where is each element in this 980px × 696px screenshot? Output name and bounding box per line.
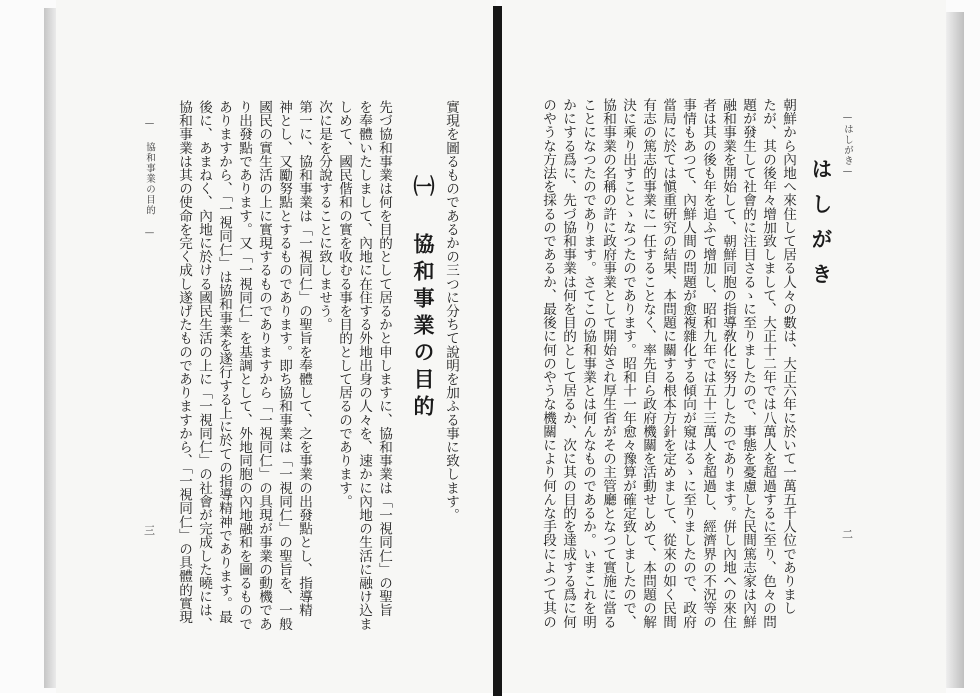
body-line: 當局に於ては愼重硏究の結果、本問題に關する根本方針を定めまして、從來の如く民間: [660, 98, 676, 629]
body-line: しめて、國民偕和の實を收むる事を目的として居るのであります。: [336, 100, 352, 508]
body-line: 後に、あまねく、內地に於ける國民生活の上に「一視同仁」の社會が完成した曉には、: [196, 100, 212, 631]
carry-over-line: 實現を圖るものであるかの三つに分ちて說明を加ふる事に致します。: [443, 100, 459, 522]
body-line: かにする爲に、先づ協和事業は何を目的として居るか、次に其の目的を達成する爲に何: [560, 98, 576, 629]
right-page: [502, 0, 946, 693]
body-line: 協和事業は其の使命を完く成し遂げたものでありますから、「一視同仁」の具體的實現: [176, 100, 192, 624]
body-line: 朝鮮から內地へ來住して居る人々の數は、大正六年に於いて一萬五千人位でありまし: [780, 98, 796, 615]
page-number: 二: [842, 528, 853, 541]
body-line: 有志の篤志的事業に一任することなく、率先自ら政府機關を活動せしめて、本問題の解: [640, 98, 656, 629]
body-line: ことになつたのであります。さてこの協和事業とは何んなものであるか。いまこれを明: [580, 98, 596, 629]
right-page-edge-shadow: [944, 12, 964, 688]
page-number: 三: [144, 524, 155, 537]
book-gutter: [493, 6, 502, 696]
body-line: 題が發生して社會的に注目さるゝに至りましたので、事態を憂慮した民間篤志家は內鮮: [740, 98, 756, 629]
body-line: 次に是を分說することに致しませう。: [316, 100, 332, 332]
running-head: — 協和事業の目的 —: [144, 118, 155, 240]
body-line: り出發點であります。又「一視同仁」を基調として、外地同胞の內地融和を圖るもので: [236, 100, 252, 631]
body-line: 國民の實生活の上に實現するものでありますから「一視同仁」の具現が事業の動機であ: [256, 100, 272, 631]
body-line: 決に乘り出すことゝなつたのであります。昭和十一年愈々豫算が確定致しましたので、: [620, 98, 636, 629]
body-line: 融和事業を開始して、朝鮮同胞の指導敎化に努力したのであります。倂し內地への來住: [720, 98, 736, 629]
body-line: たが、其の後年々增加致しまして、大正十二年では八萬人を超過するに至り、色々の問: [760, 98, 776, 629]
left-page: [56, 0, 496, 693]
body-line: 神とし、又勵努點とするものであります。即ち協和事業は「一視同仁」の聖旨を、一般: [276, 100, 292, 631]
running-head: —はしがき—: [842, 112, 853, 178]
body-line: 事情もあつて、內鮮人間の問題が愈複雜化する傾向が窺はるゝに至りましたので、政府: [680, 98, 696, 629]
body-line: 協和事業の名稱の許に政府事業として開始され厚生省がその主管廳となつて實施に當る: [600, 98, 616, 629]
body-line: ありますから、「一視同仁」は協和事業を遂行する上に於ての指導精神であります。最: [216, 100, 232, 624]
body-line: 先づ協和事業は何を目的として居るかと申しますに、協和事業は「一視同仁」の聖旨: [376, 100, 392, 617]
page-title: はしがき: [809, 158, 834, 298]
body-line: のやうな方法を採るのであるか、最後に何のやうな機關により何んな手段によつて其の: [540, 98, 556, 629]
section-heading: ㈠ 協和事業の目的: [411, 175, 436, 422]
body-line: 第一に、協和事業は「一視同仁」の聖旨を奉體して、之を事業の出發點とし、指導精: [296, 100, 312, 617]
body-line: 者は其の後も年を追ふて增加し、昭和九年では五十三萬人を超過し、經濟界の不況等の: [700, 98, 716, 629]
body-line: を奉體いたしまして、內地に在住する外地出身の人々を、速かに內地の生活に融け込ま: [356, 100, 372, 631]
